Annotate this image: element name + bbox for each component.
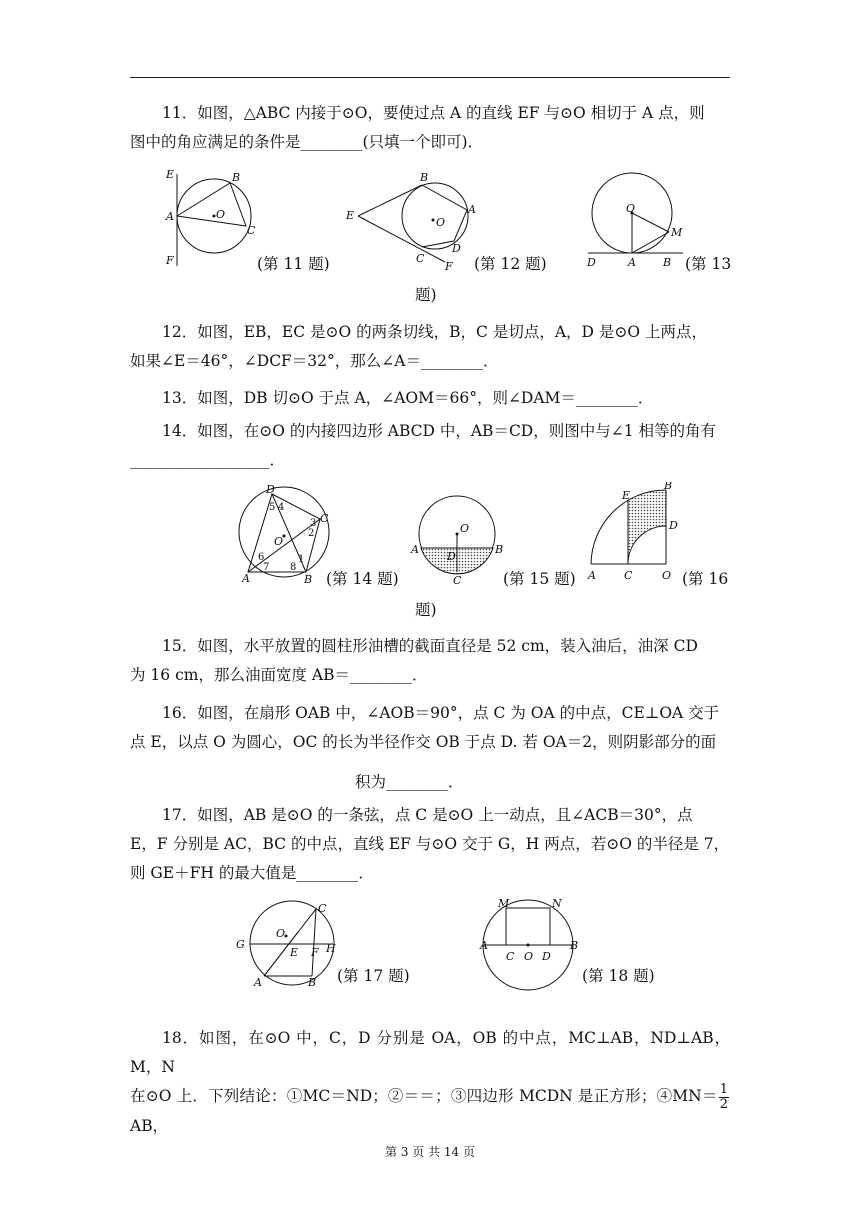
label-O: O (276, 927, 286, 940)
label-O: O (274, 535, 284, 548)
figure-16 (586, 482, 686, 586)
label-D: D (266, 484, 275, 496)
question-13: 13．如图，DB 切⊙O 于点 A，∠AOM＝66°，则∠DAM＝________． (162, 389, 654, 407)
label-O: O (524, 950, 534, 963)
label-C: C (453, 574, 462, 586)
angle-1: 1 (298, 554, 305, 565)
caption-18: (第 18 题) (582, 967, 655, 985)
caption-11: (第 11 题) (257, 255, 330, 273)
label-C: C (320, 512, 329, 525)
label-C: C (416, 252, 425, 265)
label-B: B (663, 256, 672, 269)
label-F: F (445, 260, 453, 272)
label-B: B (232, 171, 241, 184)
label-O: O (460, 522, 470, 535)
caption-17: (第 17 题) (337, 967, 410, 985)
label-G: G (236, 938, 245, 951)
figure-11 (160, 170, 260, 270)
angle-4: 4 (278, 502, 285, 513)
angle-3: 3 (310, 518, 317, 529)
figure-13 (583, 172, 688, 272)
label-B: B (495, 543, 504, 556)
question-16-line3: 积为________． (355, 773, 464, 791)
question-17: 17．如图，AB 是⊙O 的一条弦，点 C 是⊙O 上一动点，且∠ACB＝30°，点 E，F 分别是 AC，BC 的中点，直线 EF 与⊙O 交于 G，H 两点，若⊙O 的半径是 7， 则 GE＋FH 的最大值是________． (130, 806, 730, 882)
label-E: E (166, 170, 175, 181)
label-A: A (588, 569, 596, 582)
figure-12 (340, 172, 480, 272)
page-footer: 第 3 页 共 14 页 (385, 1145, 475, 1159)
question-15: 15．如图，水平放置的圆柱形油槽的截面直径是 52 cm，装入油后，油深 CD 为 16 cm，那么油面宽度 AB＝________． (130, 637, 698, 684)
caption-15: (第 15 题) (503, 570, 576, 588)
label-E: E (622, 489, 631, 502)
label-A: A (166, 210, 174, 223)
label-B: B (570, 939, 579, 952)
caption-16: (第 16 (682, 570, 729, 588)
caption-16-cont: 题) (415, 601, 437, 619)
caption-13: (第 13 (685, 255, 732, 273)
label-A: A (242, 572, 250, 584)
label-D: D (587, 256, 596, 269)
label-C: C (318, 902, 327, 915)
question-11: 11．如图，△ABC 内接于⊙O，要使过点 A 的直线 EF 与⊙O 相切于 A 点，则 图中的角应满足的条件是________(只填一个即可)． (130, 104, 705, 151)
fraction-one-half: $\frac{1}{2}$ (719, 1081, 728, 1112)
caption-12: (第 12 题) (474, 255, 547, 273)
label-E: E (346, 209, 355, 222)
label-A: A (468, 203, 476, 216)
angle-5: 5 (269, 502, 276, 513)
angle-7: 7 (263, 562, 270, 573)
label-B: B (304, 573, 313, 584)
angle-8: 8 (290, 562, 297, 573)
label-O: O (662, 569, 672, 582)
label-F: F (166, 254, 174, 267)
label-D: D (669, 519, 678, 532)
label-D: D (447, 550, 456, 563)
angle-6: 6 (258, 552, 265, 563)
label-C: C (624, 569, 633, 582)
question-14: 14．如图，在⊙O 的内接四边形 ABCD 中，AB＝CD，则图中与∠1 相等的角有 __________________． (130, 422, 717, 469)
question-12: 12．如图，EB，EC 是⊙O 的两条切线，B，C 是切点，A，D 是⊙O 上两点， 如果∠E＝46°，∠DCF＝32°，那么∠A＝________． (130, 323, 707, 370)
label-C: C (247, 224, 256, 237)
label-H: H (326, 942, 336, 955)
label-B: B (664, 482, 673, 492)
label-B: B (420, 172, 429, 184)
label-O: O (626, 202, 636, 215)
label-M: M (671, 226, 683, 239)
figure-15 (407, 494, 507, 586)
label-F: F (311, 946, 319, 959)
caption-14: (第 14 题) (326, 570, 399, 588)
label-A: A (411, 543, 419, 556)
label-E: E (290, 946, 299, 959)
label-O: O (436, 216, 446, 229)
figure-18 (478, 898, 588, 992)
figure-14 (232, 484, 332, 584)
label-A: A (480, 939, 488, 952)
question-18: 18．如图，在⊙O 中，C，D 分别是 OA，OB 的中点，MC⊥AB，ND⊥AB，M，N 在⊙O 上．下列结论：①MC＝ND；②＝＝；③四边形 MCDN 是正方形；④MN＝ $\frac{1}{2}$ AB， (130, 1029, 730, 1135)
label-A: A (628, 256, 636, 269)
label-D: D (452, 242, 461, 255)
label-M: M (498, 898, 510, 910)
label-A: A (254, 976, 262, 989)
angle-2: 2 (308, 528, 315, 539)
label-B: B (308, 976, 317, 989)
label-O: O (216, 208, 226, 221)
label-N: N (552, 898, 562, 910)
label-C: C (506, 950, 515, 963)
header-rule (130, 77, 730, 78)
label-D: D (542, 950, 551, 963)
caption-13-cont: 题) (415, 286, 437, 304)
figure-17 (232, 900, 342, 990)
question-16: 16．如图，在扇形 OAB 中，∠AOB＝90°，点 C 为 OA 的中点，CE⊥OA 交于 点 E，以点 O 为圆心，OC 的长为半径作交 OB 于点 D. 若 OA＝2，则阴影部分的面 (130, 704, 720, 751)
